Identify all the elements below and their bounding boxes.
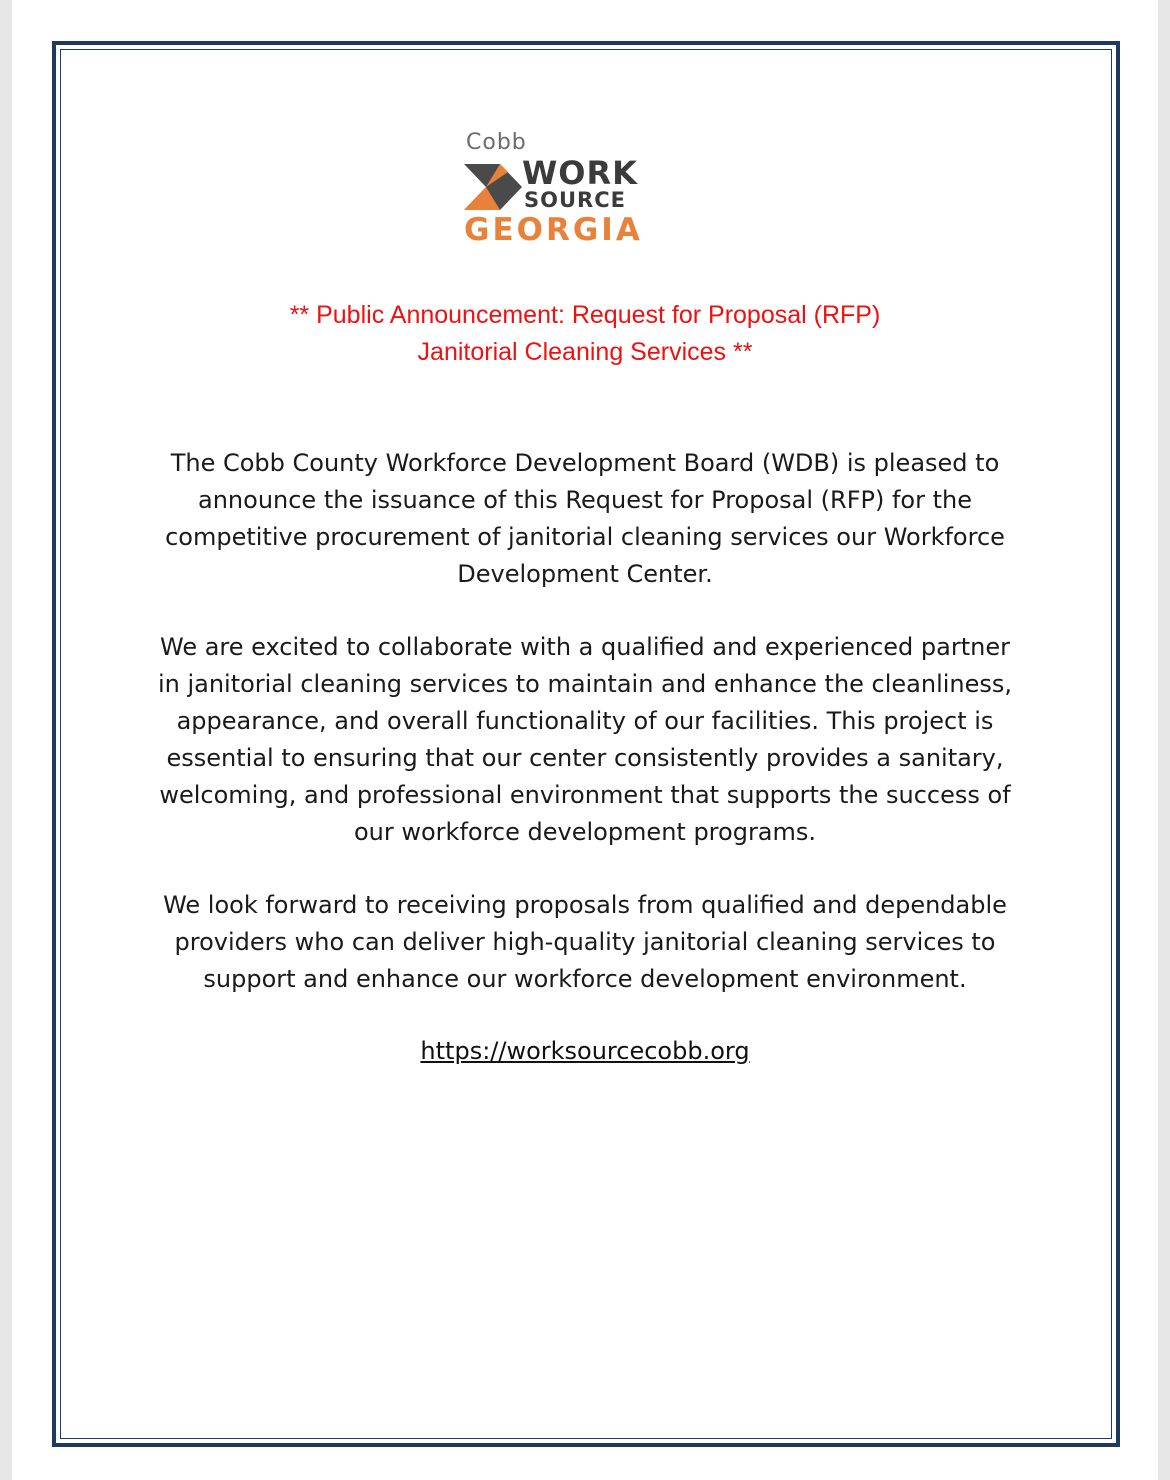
logo-georgia-text: GEORGIA (464, 212, 643, 248)
body-paragraph-3: We look forward to receiving proposals from qualified and dependable providers who can deliver high-quality janitorial cleaning services to support and enhance our workforce development environment. (163, 891, 1007, 993)
body-paragraph-2: We are excited to collaborate with a qualified and experienced partner in janitorial cleaning services to maintain and enhance the cleanliness, appearance, and overall functionality of our facilities. This project is essential to ensuring that our center consistently provides a sanitary, welcoming, and professional environment that supports the success of our workforce development programs. (157, 633, 1013, 846)
worksource-georgia-logo (464, 130, 674, 248)
announcement-title-line2: Janitorial Cleaning Services ** (417, 338, 753, 366)
announcement-title-line1: ** Public Announcement: Request for Proposal (RFP) (289, 301, 881, 329)
logo-cobb-text: Cobb (466, 130, 527, 155)
body-paragraph-1: The Cobb County Workforce Development Board (WDB) is pleased to announce the issuance of this Request for Proposal (RFP) for the competitive procurement of janitorial cleaning services our Workforce Development Center. (165, 449, 1005, 588)
website-line (150, 1033, 1020, 1070)
logo-work-text: WORK (522, 154, 638, 192)
logo-source-text: SOURCE (524, 188, 626, 212)
website-link[interactable]: https://worksourcecobb.org (420, 1037, 750, 1065)
logo-chevron-icon (464, 164, 526, 210)
